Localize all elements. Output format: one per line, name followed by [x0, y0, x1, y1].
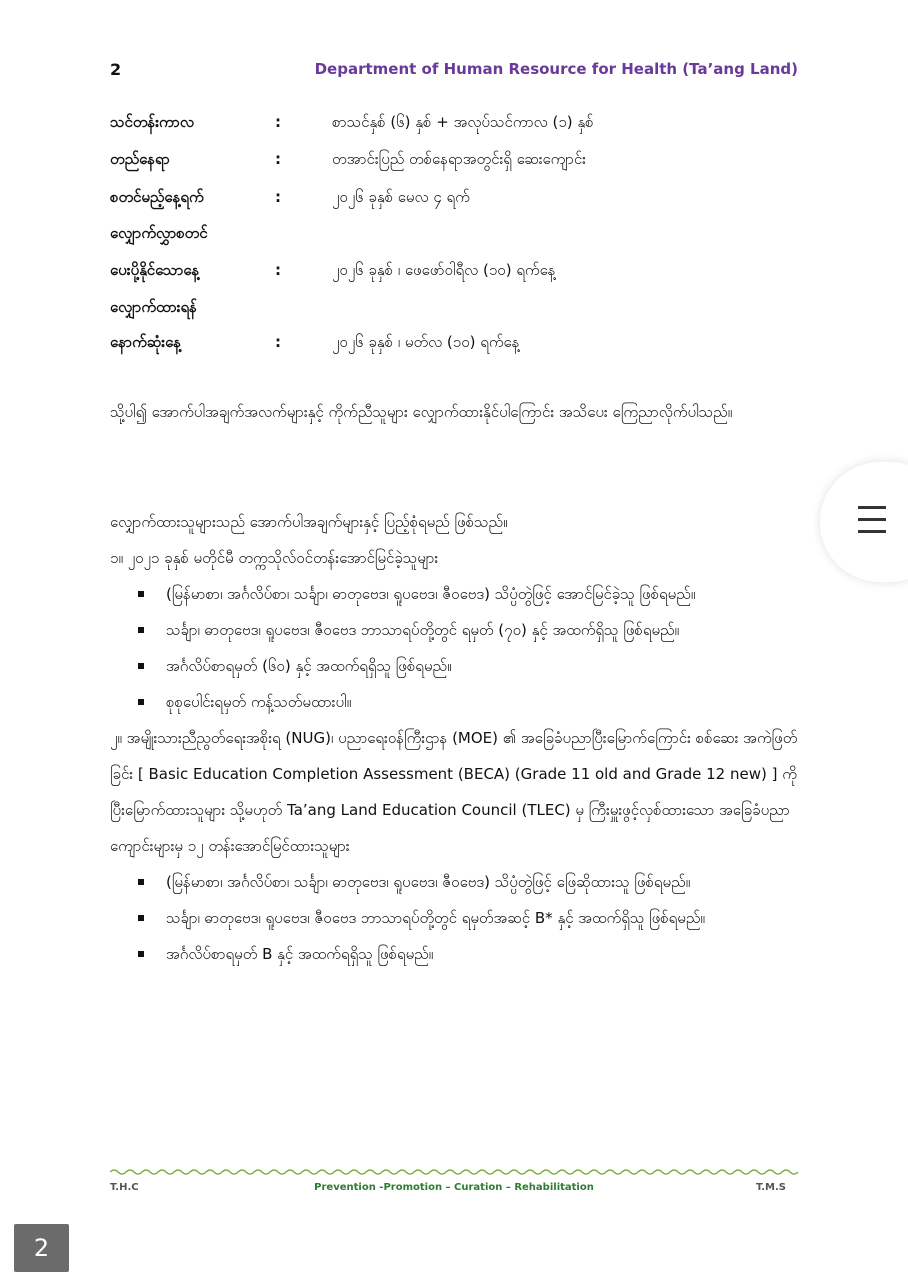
list-item: [138, 936, 805, 972]
bullet-marker: [138, 663, 144, 669]
page-badge[interactable]: 2: [14, 1224, 69, 1272]
bullet-marker: [138, 699, 144, 705]
info-value: တအာင်းပြည် တစ်နေရာအတွင်းရှိ ဆေးကျောင်း: [332, 150, 586, 168]
footer-left: T.H.C: [110, 1182, 139, 1193]
list-item: [138, 648, 805, 684]
info-label: နောက်ဆုံးနေ့: [110, 333, 181, 351]
footer-right: T.M.S: [755, 1182, 786, 1193]
bullet-marker: [138, 627, 144, 633]
info-colon: :: [275, 113, 281, 131]
section1-heading: ၁။ ၂၀၂၁ ခုနှစ် မတိုင်မီ တက္ကသိုလ်ဝင်တန်းအောင်မြင်ခဲ့သူများ: [110, 549, 439, 567]
info-colon: :: [275, 188, 281, 206]
list-item: [138, 864, 805, 900]
list-item-text: အင်္ဂလိပ်စာရမှတ် (၆၀) နှင့် အထက်ရရှိသူ ဖြစ်ရမည်။: [166, 657, 452, 675]
list-item: [138, 612, 805, 648]
requirements-content: [110, 504, 805, 972]
section2-bullet-list: [110, 864, 805, 972]
list-item-text: (မြန်မာစာ၊ အင်္ဂလိပ်စာ၊ သင်္ချာ၊ ဓာတုဗေဒ၊ ရူပဗေဒ၊ ဇီဝဗေဒ) သိပ္ပံတွဲဖြင့် အောင်မြင်ခဲ့သူ ဖြစ်ရမည်။: [166, 585, 696, 603]
list-item-text: အင်္ဂလိပ်စာရမှတ် B နှင့် အထက်ရရှိသူ ဖြစ်ရမည်။: [166, 945, 434, 963]
bullet-marker: [138, 591, 144, 597]
header-organization: Department of Human Resource for Health (Ta’ang Land): [314, 60, 798, 78]
section1-bullet-list: [110, 576, 805, 720]
hamburger-menu-icon[interactable]: [858, 506, 886, 536]
intro-paragraph: သို့ပါ၍ အောက်ပါအချက်အလက်များနှင့် ကိုက်ညီသူများ လျှောက်ထားနိုင်ပါကြောင်း အသိပေး ကြေညာလိုက်ပါသည်။: [110, 403, 733, 421]
list-item: [138, 684, 805, 720]
footer-ornament: [110, 1168, 798, 1176]
info-label: လျှောက်လွှာစတင်: [110, 224, 208, 242]
info-value: ၂၀၂၆ ခုနှစ် ၊ ဖေဖော်ဝါရီလ (၁၀) ရက်နေ့: [332, 261, 556, 279]
page-number-top: 2: [110, 60, 122, 79]
info-label: တည်နေရာ: [110, 150, 170, 168]
list-item: [138, 576, 805, 612]
bullet-marker: [138, 879, 144, 885]
info-label: လျှောက်ထားရန်: [110, 298, 197, 316]
list-item: [138, 900, 805, 936]
info-value: စာသင်နှစ် (၆) နှစ် + အလုပ်သင်ကာလ (၁) နှစ်: [332, 113, 594, 131]
info-colon: :: [275, 333, 281, 351]
bullet-marker: [138, 951, 144, 957]
list-item-text: (မြန်မာစာ၊ အင်္ဂလိပ်စာ၊ သင်္ချာ၊ ဓာတုဗေဒ၊ ရူပဗေဒ၊ ဇီဝဗေဒ) သိပ္ပံတွဲဖြင့် ဖြေဆိုထားသူ ဖြစ်ရမည်။: [166, 873, 691, 891]
section2-heading: ၂။ အမျိုးသားညီညွတ်ရေးအစိုးရ (NUG)၊ ပညာရေးဝန်ကြီးဌာန (MOE) ၏ အခြေခံပညာပြီးမြောက်ကြောင်း စစ်ဆေး အကဲဖြတ်ခြင်း [ Basic Education Completion Assessment (BECA) (Grade 11 old and Grade 12 new) ] ကို ပြီးမြောက်ထားသူများ သို့မဟုတ် Ta’ang Land Education Council (TLEC) မှ ကြီးမှူးဖွင့်လှစ်ထားသော အခြေခံပညာကျောင်းများမှ ၁၂ တန်းအောင်မြင်ထားသူများ: [110, 729, 798, 855]
side-menu-tab[interactable]: [820, 462, 908, 582]
footer-center: Prevention -Promotion – Curation – Rehabilitation: [314, 1182, 594, 1193]
list-item-text: သင်္ချာ၊ ဓာတုဗေဒ၊ ရူပဗေဒ၊ ဇီဝဗေဒ ဘာသာရပ်တို့တွင် ရမှတ်အဆင့် B* နှင့် အထက်ရှိသူ ဖြစ်ရမည်။: [166, 909, 705, 927]
list-item-text: သင်္ချာ၊ ဓာတုဗေဒ၊ ရူပဗေဒ၊ ဇီဝဗေဒ ဘာသာရပ်တို့တွင် ရမှတ် (၇၀) နှင့် အထက်ရှိသူ ဖြစ်ရမည်။: [166, 621, 680, 639]
bullet-marker: [138, 915, 144, 921]
info-label: သင်တန်းကာလ: [110, 113, 194, 131]
requirements-intro: လျှောက်ထားသူများသည် အောက်ပါအချက်များနှင့် ပြည့်စုံရမည် ဖြစ်သည်။: [110, 513, 508, 531]
info-value: ၂၀၂၆ ခုနှစ် ၊ မတ်လ (၁၀) ရက်နေ့: [332, 333, 520, 351]
info-colon: :: [275, 261, 281, 279]
info-colon: :: [275, 150, 281, 168]
info-label: စတင်မည့်နေ့ရက်: [110, 188, 204, 206]
list-item-text: စုစုပေါင်းရမှတ် ကန့်သတ်မထားပါ။: [166, 693, 352, 711]
info-label: ပေးပို့နိုင်သောနေ့: [110, 261, 200, 279]
info-value: ၂၀၂၆ ခုနှစ် မေလ ၄ ရက်: [332, 188, 470, 206]
